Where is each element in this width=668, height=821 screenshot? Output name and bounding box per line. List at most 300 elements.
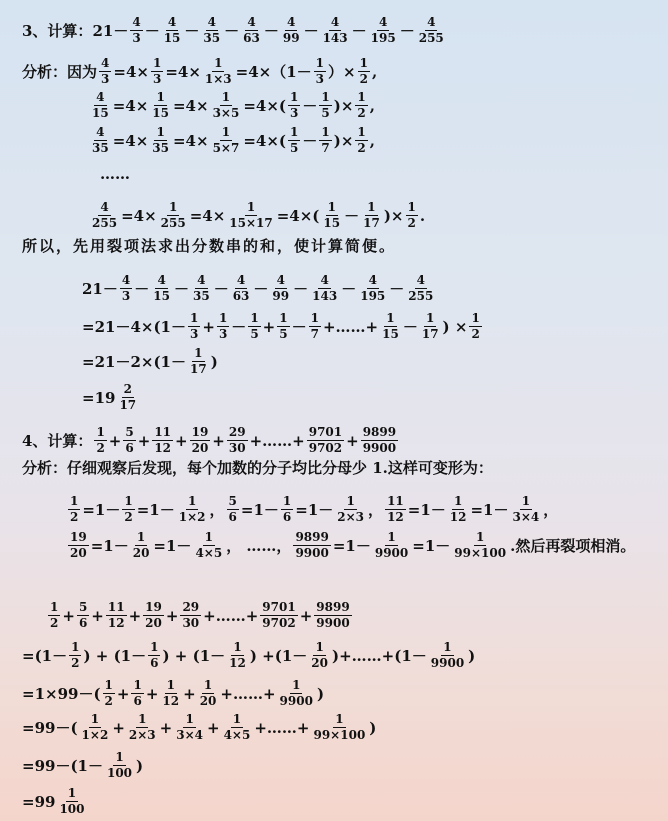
math-operator: + (145, 684, 159, 703)
fraction-denominator: 20 (191, 441, 209, 455)
fraction-denominator: 7 (321, 141, 330, 155)
p4-sol-line5 (22, 750, 143, 781)
fraction-denominator: 9900 (279, 694, 313, 708)
math-operator: + (128, 606, 142, 625)
fraction-numerator: 4 (320, 273, 329, 287)
math-operator: － (102, 279, 118, 298)
p3-sol3-prefix: =21－2×(1－ (82, 352, 186, 371)
fraction (361, 425, 398, 456)
fraction (150, 125, 171, 156)
fraction (277, 311, 289, 342)
fraction-numerator: 4 (121, 273, 131, 287)
fraction-denominator: 20 (145, 616, 162, 630)
fraction (361, 200, 382, 231)
p4-analysis-text: 分析：仔细观察后发现，每个加数的分子均比分母少 1.这样可变形为： (22, 459, 493, 477)
fraction-numerator: 1 (357, 125, 366, 139)
fraction-numerator: 1 (233, 640, 242, 654)
fraction (373, 530, 410, 561)
fraction-numerator: 1 (115, 750, 124, 764)
math-operator: + (62, 606, 75, 625)
math-operator: )× (333, 131, 354, 150)
p3-title-label: 3、计算： (22, 21, 93, 40)
math-operator: － (144, 21, 160, 40)
fraction-denominator: 15 (163, 31, 181, 45)
fraction-numerator: 1 (335, 712, 344, 726)
fraction-denominator: 6 (150, 656, 159, 670)
fraction-numerator: 1 (290, 125, 299, 139)
fraction-numerator: 4 (157, 273, 166, 287)
fraction (162, 15, 183, 46)
fraction-denominator: 17 (119, 398, 137, 412)
math-operator: =1－ (90, 536, 129, 555)
fraction (105, 750, 134, 781)
fraction (417, 15, 446, 46)
math-operator: ， (368, 500, 384, 519)
fraction-numerator: 1 (357, 90, 366, 104)
math-operator: + (175, 431, 188, 450)
fraction-denominator: 7 (310, 327, 319, 341)
fraction-numerator: 1 (476, 530, 485, 544)
math-operator: =1－ (412, 536, 451, 555)
fraction-numerator: 1 (346, 494, 355, 508)
fraction (117, 382, 138, 413)
p4-sol4-prefix: =99－( (22, 718, 78, 737)
math-operator: ， ……， (226, 536, 292, 555)
fraction (160, 678, 181, 709)
fraction-numerator: 4 (96, 90, 105, 104)
fraction-denominator: 12 (162, 694, 180, 708)
fraction (406, 200, 418, 231)
fraction-denominator: 5 (279, 327, 288, 341)
fraction-denominator: 9900 (295, 546, 329, 560)
fraction-denominator: 5 (321, 106, 330, 120)
math-operator: + (108, 431, 122, 450)
math-operator: =4× (112, 96, 149, 115)
fraction (150, 90, 171, 121)
fraction-numerator: 9701 (262, 600, 296, 614)
math-operator: )× (333, 96, 354, 115)
fraction-numerator: 1 (367, 200, 376, 214)
fraction-numerator: 1 (152, 56, 162, 70)
p3-result-whole: =19 (82, 388, 116, 407)
p3-title (22, 15, 448, 46)
math-operator: ， (209, 500, 225, 519)
p3-ellipsis (100, 164, 130, 184)
fraction (429, 640, 466, 671)
fraction-numerator: 11 (387, 494, 404, 508)
math-operator: +……+ (322, 317, 379, 336)
fraction (406, 273, 435, 304)
fraction-numerator: 1 (321, 90, 330, 104)
p3-analysis-row4 (88, 200, 425, 231)
fraction (77, 600, 89, 631)
fraction (288, 90, 300, 121)
fraction (448, 494, 469, 525)
fraction (211, 125, 242, 156)
fraction-denominator: 30 (228, 441, 246, 455)
math-operator: =4× (112, 131, 149, 150)
fraction-denominator: 99×100 (313, 728, 366, 742)
math-operator: + (137, 431, 151, 450)
p3-sentence-text: 所以，先用裂项法求出分数串的和，使计算简便。 (22, 237, 397, 255)
p4-sol-line3 (22, 678, 324, 709)
fraction (227, 200, 274, 231)
fraction-numerator: 4 (287, 15, 296, 29)
math-operator: － (213, 279, 229, 298)
math-operator: ) (468, 646, 476, 665)
math-operator: . (419, 206, 426, 225)
math-operator: － (293, 279, 309, 298)
p3-result-frac (115, 382, 140, 413)
fraction (159, 200, 188, 231)
fraction (278, 678, 315, 709)
fraction-denominator: 2 (471, 327, 480, 341)
math-operator: ) + (1－ (162, 646, 226, 665)
p3-title-terms (113, 15, 447, 46)
math-operator: (1－ (153, 317, 186, 336)
fraction-numerator: 4 (416, 273, 425, 287)
math-operator: ) (210, 352, 218, 371)
p3-sol2-prefix: =21－4× (82, 317, 154, 336)
math-operator: +……+ (254, 718, 310, 737)
fraction-denominator: 2 (357, 106, 366, 120)
math-operator: － (113, 21, 129, 40)
fraction-denominator: 3 (121, 289, 131, 303)
fraction (222, 712, 253, 743)
p3-sol-line1 (82, 273, 437, 304)
fraction-denominator: 2 (104, 694, 113, 708)
fraction-denominator: 12 (449, 510, 467, 524)
fraction-denominator: 20 (70, 546, 87, 560)
fraction-denominator: 99 (282, 31, 300, 45)
p4-identities-row1-body (66, 494, 558, 525)
math-operator: + (91, 606, 104, 625)
math-operator: + (346, 431, 359, 450)
math-operator: － (302, 96, 318, 115)
fraction-numerator: 1 (138, 712, 147, 726)
fraction-denominator: 63 (243, 31, 260, 45)
fraction-denominator: 15 (382, 327, 399, 341)
p3-title-whole: 21 (92, 21, 114, 40)
fraction-numerator: 2 (123, 382, 132, 396)
fraction-denominator: 3 (152, 72, 162, 86)
math-operator: － (351, 21, 367, 40)
p3-sentence (22, 236, 396, 256)
fraction-denominator: 1×3 (204, 72, 232, 86)
fraction-numerator: 1 (315, 56, 325, 70)
math-operator: ) × (442, 317, 468, 336)
fraction (188, 346, 209, 377)
p4-sol5-prefix: =99－(1－ (22, 756, 103, 775)
fraction-denominator: 2 (407, 216, 416, 230)
fraction (143, 600, 164, 631)
fraction-numerator: 1 (250, 311, 259, 325)
fraction-numerator: 29 (228, 425, 246, 439)
fraction-denominator: 2×3 (128, 728, 156, 742)
fraction-numerator: 1 (471, 311, 480, 325)
fraction (281, 494, 293, 525)
fraction-numerator: 1 (190, 311, 199, 325)
fraction (260, 600, 297, 631)
math-operator: + (207, 718, 220, 737)
fraction-denominator: 3 (315, 72, 325, 86)
fraction (57, 786, 86, 817)
fraction-denominator: 143 (322, 31, 348, 45)
fraction (69, 640, 81, 671)
p3-sol3-body (186, 346, 218, 377)
math-operator: =1－ (136, 500, 175, 519)
fraction (80, 712, 111, 743)
fraction-numerator: 1 (221, 90, 231, 104)
math-operator: =4×( (276, 206, 320, 225)
p3-analysis-row1 (22, 56, 377, 87)
fraction-denominator: 2 (124, 510, 133, 524)
fraction-numerator: 4 (276, 273, 285, 287)
math-operator: )× (383, 206, 404, 225)
fraction-denominator: 6 (133, 694, 142, 708)
fraction (452, 530, 508, 561)
p4-sol-line4 (22, 712, 376, 743)
fraction-denominator: 12 (229, 656, 246, 670)
fraction-numerator: 1 (204, 530, 213, 544)
fraction (127, 712, 158, 743)
p4-result-frac (55, 786, 88, 817)
fraction-denominator: 12 (107, 616, 125, 630)
p3-sol2-body (153, 311, 483, 342)
fraction-denominator: 17 (363, 216, 380, 230)
fraction-denominator: 30 (182, 616, 200, 630)
fraction (94, 425, 106, 456)
p3-sol-whole: 21 (82, 279, 103, 298)
math-operator: + (116, 684, 130, 703)
fraction-numerator: 1 (90, 712, 100, 726)
p4-sol2-body (22, 640, 475, 671)
fraction (68, 494, 80, 525)
fraction (177, 494, 208, 525)
math-operator: =4×（1－ (235, 62, 312, 81)
fraction-denominator: 63 (232, 289, 250, 303)
fraction-numerator: 1 (96, 425, 105, 439)
fraction-numerator: 4 (427, 15, 436, 29)
math-operator: ) (316, 684, 325, 703)
fraction-denominator: 143 (312, 289, 338, 303)
fraction-numerator: 1 (279, 311, 288, 325)
fraction (227, 640, 248, 671)
fraction-numerator: 4 (207, 15, 216, 29)
fraction-numerator: 1 (387, 530, 396, 544)
fraction-numerator: 19 (70, 530, 87, 544)
math-operator: + (112, 718, 125, 737)
fraction-numerator: 4 (100, 200, 109, 214)
math-operator: =1－ (470, 500, 509, 519)
fraction (201, 15, 222, 46)
fraction (355, 125, 367, 156)
fraction (151, 56, 163, 87)
math-operator: =1－ (407, 500, 446, 519)
fraction (293, 530, 330, 561)
fraction-denominator: 15×17 (229, 216, 273, 230)
fraction-denominator: 35 (152, 141, 169, 155)
math-operator: － (184, 21, 200, 40)
p3-analysis-row3 (88, 125, 375, 156)
p4-sol5-body (103, 750, 143, 781)
p4-result-whole: =99 (22, 792, 56, 811)
fraction-denominator: 3×4 (176, 728, 203, 742)
fraction-numerator: 29 (182, 600, 200, 614)
fraction-denominator: 9702 (262, 616, 296, 630)
math-operator: =4× (172, 96, 209, 115)
math-operator: － (399, 21, 415, 40)
math-operator: =4× (121, 206, 157, 225)
fraction-denominator: 2 (70, 510, 79, 524)
fraction-denominator: 15 (323, 216, 341, 230)
p3-identity-row (88, 200, 425, 231)
fraction (309, 311, 321, 342)
fraction-numerator: 1 (50, 600, 59, 614)
math-operator: － (344, 206, 360, 225)
fraction (148, 640, 160, 671)
fraction-numerator: 1 (67, 786, 77, 800)
fraction (106, 600, 127, 631)
fraction (193, 530, 224, 561)
fraction (188, 311, 200, 342)
fraction (48, 600, 60, 631)
math-operator: － (303, 21, 319, 40)
math-operator: +……+ (203, 606, 259, 625)
math-operator: ， (543, 500, 559, 519)
fraction (151, 273, 172, 304)
fraction (335, 494, 366, 525)
math-operator: =4× (113, 62, 149, 81)
p3-identity-row (88, 125, 375, 156)
fraction (270, 273, 291, 304)
fraction-denominator: 195 (370, 31, 396, 45)
fraction (321, 200, 342, 231)
fraction-denominator: 2×3 (337, 510, 365, 524)
ellipsis-text: …… (100, 165, 130, 183)
fraction-numerator: 1 (133, 678, 142, 692)
fraction-numerator: 1 (359, 56, 368, 70)
fraction (99, 56, 111, 87)
fraction-denominator: 20 (132, 546, 150, 560)
math-operator: =4× (172, 131, 209, 150)
p4-sol4-body (78, 712, 377, 743)
fraction-numerator: 4 (132, 15, 141, 29)
fraction (90, 125, 111, 156)
fraction-numerator: 1 (104, 678, 113, 692)
fraction (314, 56, 326, 87)
fraction-numerator: 1 (218, 311, 228, 325)
fraction-numerator: 1 (71, 640, 80, 654)
fraction-denominator: 17 (421, 327, 439, 341)
math-operator: =4×( (243, 131, 286, 150)
fraction-numerator: 5 (78, 600, 88, 614)
p3-identity-row (88, 90, 375, 121)
fraction (198, 678, 219, 709)
fraction-denominator: 6 (125, 441, 134, 455)
math-operator: ) (136, 756, 144, 775)
fraction-denominator: 1×2 (178, 510, 206, 524)
fraction-denominator: 99 (272, 289, 290, 303)
fraction-denominator: 6 (282, 510, 292, 524)
fraction (123, 425, 135, 456)
fraction-numerator: 1 (315, 640, 324, 654)
fraction (321, 15, 350, 46)
fraction-numerator: 1 (321, 125, 330, 139)
p4-sol1-body (46, 600, 354, 631)
fraction-numerator: 1 (168, 200, 178, 214)
fraction (420, 311, 441, 342)
fraction-denominator: 12 (387, 510, 404, 524)
fraction-denominator: 100 (106, 766, 133, 780)
p4-title (22, 425, 400, 456)
math-operator: , (369, 96, 375, 115)
math-operator: － (134, 279, 150, 298)
fraction-numerator: 1 (290, 90, 299, 104)
fraction (309, 640, 330, 671)
fraction-numerator: 4 (167, 15, 177, 29)
fraction-denominator: 35 (203, 31, 221, 45)
fraction-numerator: 11 (107, 600, 125, 614)
fraction (469, 311, 481, 342)
fraction-numerator: 1 (521, 494, 531, 508)
p3-sol-line2 (82, 311, 484, 342)
fraction-denominator: 15 (153, 289, 170, 303)
fraction-numerator: 1 (124, 494, 133, 508)
fraction (130, 15, 142, 46)
fraction-numerator: 4 (236, 273, 246, 287)
fraction-numerator: 1 (156, 125, 165, 139)
fraction-denominator: 3×5 (212, 106, 240, 120)
fraction (120, 273, 132, 304)
fraction-denominator: 9900 (362, 441, 397, 455)
fraction-denominator: 255 (92, 216, 118, 230)
fraction-numerator: 1 (203, 678, 213, 692)
fraction-numerator: 4 (96, 125, 105, 139)
math-operator: + (183, 684, 196, 703)
fraction-denominator: 9900 (316, 616, 350, 630)
fraction-numerator: 5 (125, 425, 134, 439)
fraction (231, 273, 252, 304)
fraction-denominator: 255 (418, 31, 444, 45)
p4-identities-row2 (66, 530, 635, 561)
fraction-denominator: 100 (59, 802, 85, 816)
math-operator: + (212, 431, 225, 450)
math-operator: =(1－ (22, 646, 68, 665)
fraction-denominator: 255 (408, 289, 434, 303)
p3-identity-row (97, 56, 377, 87)
fraction (248, 311, 260, 342)
fraction-numerator: 1 (150, 640, 159, 654)
math-operator: ) + (1－ (83, 646, 147, 665)
fraction-denominator: 6 (78, 616, 88, 630)
fraction-numerator: 1 (407, 200, 416, 214)
p3-sol-line3 (82, 346, 218, 377)
math-operator: =1－ (332, 536, 371, 555)
fraction (511, 494, 542, 525)
math-operator: + (299, 606, 313, 625)
fraction (191, 273, 212, 304)
fraction (227, 425, 248, 456)
math-operator: , (371, 62, 378, 81)
fraction (319, 90, 331, 121)
math-operator: － (224, 21, 240, 40)
fraction-numerator: 9899 (295, 530, 329, 544)
fraction-denominator: 3 (290, 106, 299, 120)
fraction-denominator: 12 (154, 441, 172, 455)
p4-sol-line2 (22, 640, 475, 671)
math-operator: + (165, 606, 179, 625)
